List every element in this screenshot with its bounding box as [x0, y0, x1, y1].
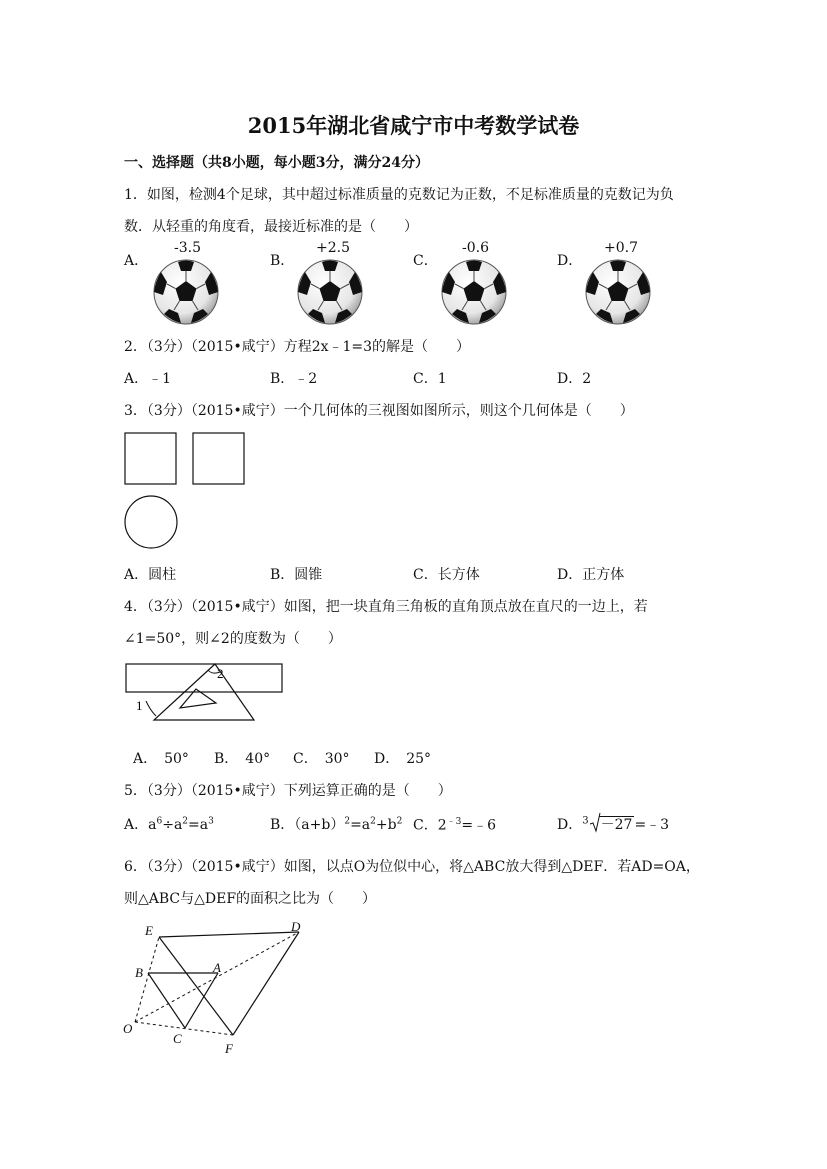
option-letter: C．: [413, 817, 438, 834]
ball-value: -0.6: [462, 240, 489, 256]
ray-of: [135, 1022, 233, 1035]
q6-line1: 6．（3分）（2015•咸宁）如图，以点O为位似中心，将△ABC放大得到△DEF．若AD=OA，: [124, 859, 700, 875]
segment-bc: [148, 973, 185, 1028]
base: a: [148, 817, 157, 833]
q2-option-c: C．1: [413, 371, 447, 387]
page-title: 2015年湖北省咸宁市中考数学试卷: [247, 113, 580, 138]
q6-line2: 则△ABC与△DEF的面积之比为（ ）: [124, 891, 377, 907]
exponent: 3: [208, 816, 214, 827]
ball-value: +0.7: [604, 240, 638, 256]
exponent: ﹣3: [446, 817, 462, 827]
point-o-label: O: [123, 1021, 133, 1036]
q5-option-b: [270, 814, 402, 834]
q5-option-d: [557, 814, 669, 834]
point-e-label: E: [145, 923, 153, 938]
q3-option-c: C．长方体: [413, 567, 480, 583]
option-letter: A．: [124, 817, 149, 833]
root-index: 3: [582, 815, 589, 827]
soccer-balls-figure: [0, 0, 827, 340]
ray-od: [135, 932, 299, 1022]
exponent: 2: [370, 816, 376, 827]
q2-option-b: B．﹣2: [270, 371, 318, 387]
segment-ef: [159, 937, 233, 1035]
point-f-label: F: [225, 1041, 233, 1056]
base: （a+b）: [294, 817, 345, 833]
side-view-square: [193, 433, 244, 484]
option-letter: D．: [557, 253, 583, 269]
equals: =a: [188, 817, 209, 833]
q3-option-b: B．圆锥: [270, 567, 323, 583]
result: =﹣3: [634, 817, 670, 833]
q5-text: 5．（3分）（2015•咸宁）下列运算正确的是（ ）: [124, 783, 452, 799]
q2-text: 2．（3分）（2015•咸宁）方程2x﹣1=3的解是（ ）: [124, 339, 471, 355]
radical-sign-icon: [589, 812, 601, 834]
soccer-ball-icon: [442, 260, 506, 324]
equals: =a: [350, 817, 371, 833]
base: 2: [437, 817, 447, 834]
radicand: －27: [600, 817, 633, 833]
angle-1-arc: [146, 701, 156, 716]
result: =﹣6: [461, 817, 497, 834]
q5-option-a: [124, 814, 214, 834]
point-b-label: B: [135, 965, 143, 980]
ruler: [126, 664, 282, 692]
point-c-label: C: [173, 1031, 182, 1046]
q3-text: 3．（3分）（2015•咸宁）一个几何体的三视图如图所示，则这个几何体是（ ）: [124, 403, 634, 419]
q4-line1: 4．（3分）（2015•咸宁）如图，把一块直角三角板的直角顶点放在直尺的一边上，若: [124, 599, 648, 615]
top-view-circle: [125, 496, 177, 548]
three-views-figure: [120, 430, 260, 555]
q4-line2: ∠1=50°，则∠2的度数为（ ）: [124, 631, 342, 647]
exponent: 2: [396, 816, 403, 827]
exponent: 6: [156, 816, 163, 827]
ball-value: +2.5: [316, 240, 350, 256]
angle-2-label: 2: [217, 666, 224, 681]
q1-line1: 1．如图，检测4个足球，其中超过标准质量的克数记为正数，不足标准质量的克数记为负: [124, 187, 674, 203]
q3-option-d: D．正方体: [557, 567, 625, 583]
segment-ac: [185, 973, 218, 1028]
option-letter: D．: [557, 817, 583, 833]
exponent: 2: [182, 816, 189, 827]
option-letter: C．: [413, 253, 438, 269]
section-heading: 一、选择题（共8小题，每小题3分，满分24分）: [124, 155, 429, 171]
segment-df: [233, 932, 299, 1035]
soccer-ball-icon: [154, 260, 218, 324]
cube-root: [589, 814, 635, 834]
point-a-label: A: [213, 960, 221, 975]
option-letter: A．: [124, 253, 149, 269]
q4-option-b: B． 40°: [214, 751, 271, 767]
q4-option-c: C． 30°: [293, 751, 350, 767]
angle-1-label: 1: [136, 698, 143, 713]
front-view-square: [125, 433, 176, 484]
q2-option-a: A．﹣1: [124, 371, 172, 387]
q5-option-c: [413, 814, 496, 835]
q3-option-a: A．圆柱: [124, 567, 177, 583]
q4-option-d: D． 25°: [374, 751, 432, 767]
ball-value: -3.5: [174, 240, 201, 256]
q1-line2: 数．从轻重的角度看，最接近标准的是（ ）: [124, 219, 418, 235]
q4-option-a: A． 50°: [133, 751, 189, 767]
q2-option-d: D．2: [557, 371, 592, 387]
option-letter: B．: [270, 253, 295, 269]
plus: +b: [375, 817, 397, 833]
divide: ÷a: [162, 817, 183, 833]
similarity-figure: [115, 915, 315, 1065]
segment-ed: [159, 932, 299, 937]
soccer-ball-icon: [586, 260, 650, 324]
soccer-ball-icon: [298, 260, 362, 324]
point-d-label: D: [291, 919, 301, 934]
option-letter: B．: [270, 817, 295, 833]
ruler-triangle-figure: [120, 658, 290, 738]
exponent: 2: [344, 816, 351, 827]
